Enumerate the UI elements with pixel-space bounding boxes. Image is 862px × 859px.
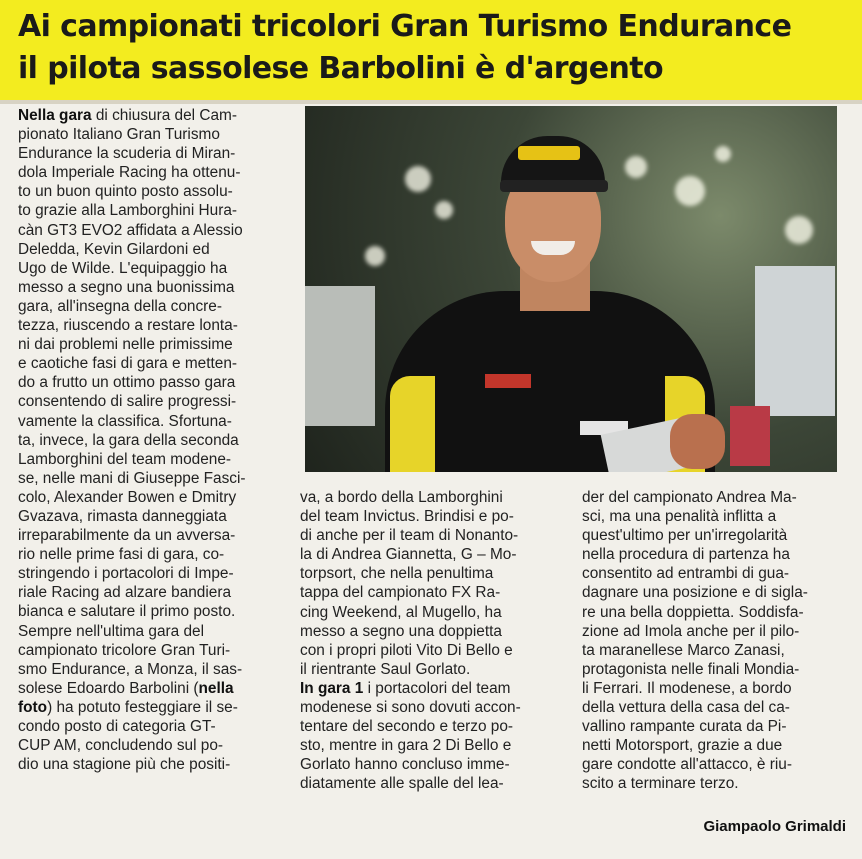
article-line <box>18 297 272 316</box>
photo-background-red-panel <box>730 406 770 466</box>
article-text: li Ferrari. Il modenese, a bordo <box>582 679 792 697</box>
article-line <box>300 583 558 602</box>
article-line <box>582 564 840 583</box>
article-text: do a frutto un ottimo passo gara <box>18 374 236 392</box>
article-line <box>300 660 558 679</box>
article-text: va, a bordo della Lamborghini <box>300 489 503 506</box>
driver-hand <box>670 414 725 469</box>
article-line <box>300 774 558 793</box>
article-line <box>18 698 272 717</box>
bokeh-light <box>405 166 431 192</box>
article-line <box>18 545 272 564</box>
article-line <box>582 641 840 660</box>
article-line <box>300 603 558 622</box>
article-line <box>18 488 272 507</box>
article-line <box>18 660 272 679</box>
article-text: riale Racing ad alzare bandiera <box>18 584 232 602</box>
article-line <box>582 488 840 507</box>
article-text: tappa del campionato FX Ra- <box>300 584 501 602</box>
article-line <box>300 698 558 717</box>
bokeh-light <box>675 176 705 206</box>
article-text: e caotiche fasi di gara e metten- <box>18 355 238 373</box>
article-text: Endurance la scuderia di Miran- <box>18 145 236 163</box>
divider <box>0 100 862 104</box>
article-column-2 <box>300 488 558 794</box>
article-line <box>300 717 558 736</box>
article-line <box>582 583 840 602</box>
article-text: torpsort, che nella penultima <box>300 565 494 583</box>
article-text: dagnare una posizione e di sigla- <box>582 584 808 602</box>
article-text: vamente la classifica. Sfortuna- <box>18 412 232 430</box>
article-line <box>18 259 272 278</box>
article-text: netti Motorsport, grazie a due <box>582 737 783 755</box>
article-text: ta, invece, la gara della seconda <box>18 431 239 449</box>
article-line <box>18 278 272 297</box>
article-text: messo a segno una doppietta <box>300 622 502 640</box>
article-line <box>18 755 272 774</box>
article-text: con i propri piloti Vito Di Bello e <box>300 641 513 659</box>
article-text: nella procedura di partenza ha <box>582 546 790 564</box>
article-line <box>18 182 272 201</box>
article-line <box>18 201 272 220</box>
article-text: ta maranellese Marco Zanasi, <box>582 641 785 659</box>
article-text: condo posto di categoria GT- <box>18 718 216 735</box>
article-line <box>18 717 272 736</box>
article-text: il rientrante Saul Gorlato. <box>300 660 471 678</box>
article-line <box>582 679 840 698</box>
article-text: stringendo i portacolori di Impe- <box>18 565 234 583</box>
article-line <box>582 736 840 755</box>
article-text: campionato tricolore Gran Turi- <box>18 641 231 659</box>
article-text: to grazie alla Lamborghini Hura- <box>18 202 238 220</box>
article-line <box>18 144 272 163</box>
bokeh-light <box>435 201 453 219</box>
article-line <box>18 392 272 411</box>
article-line <box>300 736 558 755</box>
article-line <box>300 507 558 526</box>
article-column-1 <box>18 106 272 774</box>
article-line <box>18 106 272 125</box>
article-text: sto, mentre in gara 2 Di Bello e <box>300 737 512 755</box>
article-text: Gorlato hanno concluso imme- <box>300 756 510 774</box>
article-text: cing Weekend, al Mugello, ha <box>300 603 502 621</box>
article-line <box>18 412 272 431</box>
article-text: la di Andrea Giannetta, G – Mo- <box>300 546 517 564</box>
article-line <box>300 679 558 698</box>
article-line <box>300 488 558 507</box>
article-line <box>582 698 840 717</box>
article-text: scito a terminare terzo. <box>582 775 739 793</box>
article-text: i portacolori del team <box>363 679 511 697</box>
article-text: di anche per il team di Nonanto- <box>300 527 519 545</box>
article-text: re una bella doppietta. Soddisfa- <box>582 603 804 621</box>
article-line <box>300 526 558 545</box>
article-text: messo a segno una buonissima <box>18 278 235 296</box>
article-text: solese Edoardo Barbolini ( <box>18 679 199 697</box>
article-line <box>300 545 558 564</box>
bold-lead-text: In gara 1 <box>300 679 364 697</box>
article-text: Ugo de Wilde. L'equipaggio ha <box>18 259 228 277</box>
article-text: ni dai problemi nelle primissime <box>18 336 233 354</box>
photo-background-panel <box>305 286 375 426</box>
article-column-3 <box>582 488 840 794</box>
article-line <box>18 564 272 583</box>
article-text: dola Imperiale Racing ha ottenu- <box>18 164 241 182</box>
article-text: càn GT3 EVO2 affidata a Alessio <box>18 221 243 239</box>
article-line <box>300 564 558 583</box>
article-line <box>18 431 272 450</box>
headline-line-2: il pilota sassolese Barbolini è d'argento <box>18 51 664 86</box>
bokeh-light <box>625 156 647 178</box>
article-line <box>18 240 272 259</box>
article-line <box>18 221 272 240</box>
article-line <box>18 602 272 621</box>
article-text: consentito ad entrambi di gua- <box>582 565 790 583</box>
article-line <box>18 679 272 698</box>
article-line <box>18 641 272 660</box>
article-line <box>582 774 840 793</box>
article-line <box>300 641 558 660</box>
article-text: diatamente alle spalle del lea- <box>300 775 504 793</box>
article-text: vallino rampante curata da Pi- <box>582 718 787 736</box>
bokeh-light <box>715 146 731 162</box>
article-text: Deledda, Kevin Gilardoni ed <box>18 240 210 258</box>
bold-lead-text: nella <box>198 679 234 697</box>
article-text: Lamborghini del team modene- <box>18 450 232 468</box>
article-text: quest'ultimo per un'irregolarità <box>582 527 788 545</box>
suit-sponsor-badge <box>485 374 531 388</box>
driver-photo <box>305 106 837 472</box>
article-line <box>582 526 840 545</box>
article-text: colo, Alexander Bowen e Dmitry <box>18 488 237 506</box>
article-text: to un buon quinto posto assolu- <box>18 183 233 201</box>
article-text: se, nelle mani di Giuseppe Fasci- <box>18 469 246 487</box>
headline-line-1: Ai campionati tricolori Gran Turismo Endurance <box>18 9 792 44</box>
article-line <box>582 545 840 564</box>
headline-banner <box>0 0 862 100</box>
article-line <box>582 622 840 641</box>
article-line <box>18 526 272 545</box>
article-text: della vettura della casa del ca- <box>582 699 790 717</box>
article-text: Gvazava, rimasta danneggiata <box>18 507 227 525</box>
article-line <box>18 373 272 392</box>
article-text: tezza, riuscendo a restare lonta- <box>18 317 238 335</box>
article-text: sci, ma una penalità inflitta a <box>582 508 777 526</box>
article-line <box>582 717 840 736</box>
article-text: Sempre nell'ultima gara del <box>18 622 205 640</box>
article-line <box>18 125 272 144</box>
article-line <box>18 354 272 373</box>
photo-background-sign <box>755 266 835 416</box>
article-text: dio una stagione più che positi- <box>18 756 231 774</box>
article-line <box>300 622 558 641</box>
article-text: gara, all'insegna della concre- <box>18 297 222 315</box>
article-text: del team Invictus. Brindisi e po- <box>300 508 514 526</box>
article-line <box>18 622 272 641</box>
article-text: di chiusura del Cam- <box>91 107 237 124</box>
article-line <box>18 736 272 755</box>
article-text: rio nelle prime fasi di gara, co- <box>18 546 225 564</box>
bold-lead-text: Nella gara <box>18 107 92 124</box>
article-line <box>582 507 840 526</box>
article-line <box>582 660 840 679</box>
bold-lead-text: foto <box>18 698 48 716</box>
article-line <box>300 755 558 774</box>
article-text: ) ha potuto festeggiare il se- <box>47 698 238 716</box>
article-line <box>18 583 272 602</box>
article-text: tentare del secondo e terzo po- <box>300 718 514 736</box>
article-text: bianca e salutare il primo posto. <box>18 603 236 621</box>
article-text: protagonista nelle finali Mondia- <box>582 660 800 678</box>
article-line <box>18 507 272 526</box>
article-line <box>582 603 840 622</box>
article-line <box>582 755 840 774</box>
article-text: zione ad Imola anche per il pilo- <box>582 622 800 640</box>
article-text: pionato Italiano Gran Turismo <box>18 126 220 144</box>
article-text: irreparabilmente da un avversa- <box>18 527 236 545</box>
author-signature: Giampaolo Grimaldi <box>703 818 846 835</box>
article-line <box>18 335 272 354</box>
suit-yellow-panel <box>390 376 435 472</box>
cap-logo <box>518 146 580 160</box>
bokeh-light <box>785 216 813 244</box>
article-text: consentendo di salire progressi- <box>18 393 237 411</box>
article-text: der del campionato Andrea Ma- <box>582 489 797 506</box>
bokeh-light <box>365 246 385 266</box>
article-line <box>18 316 272 335</box>
article-text: CUP AM, concludendo sul po- <box>18 737 224 755</box>
article-line <box>18 163 272 182</box>
article-text: smo Endurance, a Monza, il sas- <box>18 660 243 678</box>
cap-visor <box>500 180 608 192</box>
article-text: gare condotte all'attacco, è riu- <box>582 756 792 774</box>
article-line <box>18 450 272 469</box>
article-line <box>18 469 272 488</box>
article-text: modenese si sono dovuti accon- <box>300 699 521 717</box>
